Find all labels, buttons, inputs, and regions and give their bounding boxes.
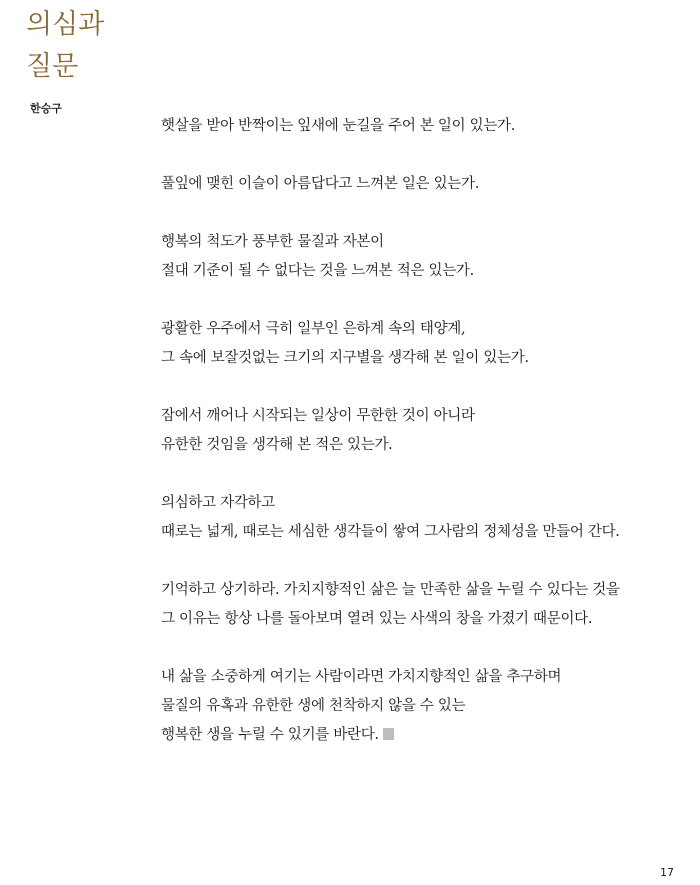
end-mark-icon: [383, 728, 394, 740]
author-name: 한승구: [30, 102, 62, 115]
stanza-3: [161, 228, 681, 286]
poem-line-text: 행복한 생을 누릴 수 있기를 바란다.: [161, 727, 379, 743]
stanza-7: [161, 576, 681, 634]
poem-line: 내 삶을 소중하게 여기는 사람이라면 가치지향적인 삶을 추구하며: [161, 669, 562, 685]
poem-line: 의심하고 자각하고: [161, 495, 275, 511]
poem-title-line-2: 질문: [26, 51, 79, 82]
poem-line: 기억하고 상기하라. 가치지향적인 삶은 늘 만족한 삶을 누릴 수 있다는 것을: [161, 582, 620, 598]
poem-line: 햇살을 받아 반짝이는 잎새에 눈길을 주어 본 일이 있는가.: [161, 118, 516, 134]
poem-line: 그 속에 보잘것없는 크기의 지구별을 생각해 본 일이 있는가.: [161, 350, 529, 366]
stanza-1: [161, 112, 681, 141]
poem-line: 광활한 우주에서 극히 일부인 은하계 속의 태양계,: [161, 321, 466, 337]
poem-title: [26, 4, 104, 88]
poem-title-line-1: 의심과: [26, 9, 105, 40]
poem-line: 잠에서 깨어나 시작되는 일상이 무한한 것이 아니라: [161, 408, 475, 424]
poem-body: [161, 112, 681, 779]
page-number: 17: [660, 866, 674, 879]
poem-line: 행복의 척도가 풍부한 물질과 자본이: [161, 234, 384, 250]
stanza-4: [161, 315, 681, 373]
poem-line: 때로는 넓게, 때로는 세심한 생각들이 쌓여 그사람의 정체성을 만들어 간다.: [161, 524, 620, 540]
poem-line: 그 이유는 항상 나를 돌아보며 열려 있는 사색의 창을 가졌기 때문이다.: [161, 611, 593, 627]
stanza-6: [161, 489, 681, 547]
stanza-2: [161, 170, 681, 199]
poem-line: 풀잎에 맺힌 이슬이 아름답다고 느껴본 일은 있는가.: [161, 176, 480, 192]
poem-line: 유한한 것임을 생각해 본 적은 있는가.: [161, 437, 393, 453]
poem-line-last: [161, 721, 681, 750]
poem-line: 절대 기준이 될 수 없다는 것을 느껴본 적은 있는가.: [161, 263, 474, 279]
stanza-5: [161, 402, 681, 460]
poem-line: 물질의 유혹과 유한한 생에 천착하지 않을 수 있는: [161, 698, 466, 714]
stanza-8: [161, 663, 681, 750]
